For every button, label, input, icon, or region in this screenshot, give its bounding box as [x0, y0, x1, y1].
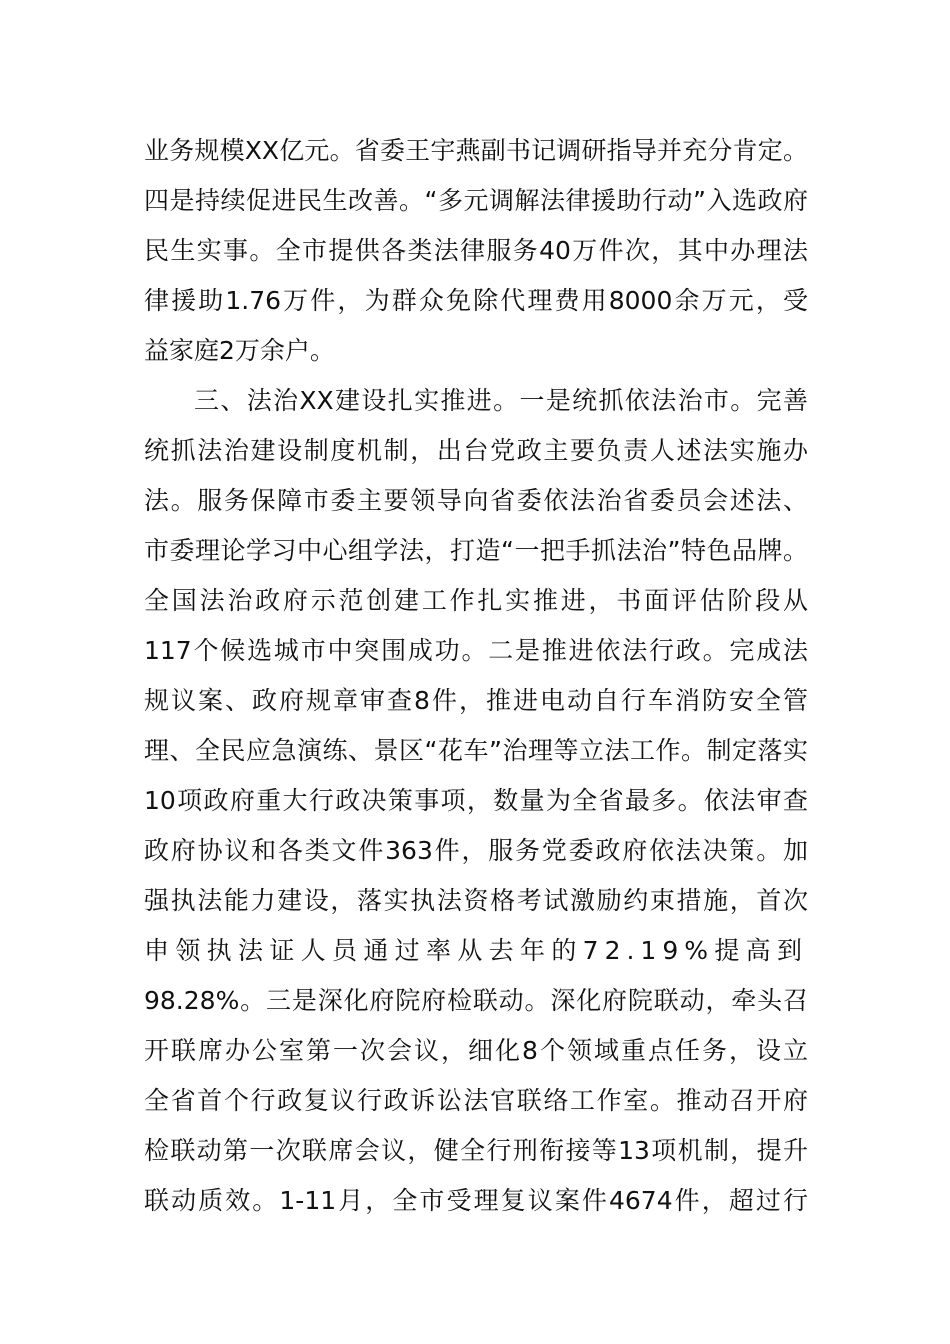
text-line: 业务规模XX亿元。省委王宇燕副书记调研指导并充分肯定。 — [144, 136, 808, 165]
text-line: 民生实事。全市提供各类法律服务40万件次，其中办理法 — [144, 236, 808, 265]
text-line: 规议案、政府规章审查8件，推进电动自行车消防安全管 — [144, 686, 808, 715]
paragraph-end-line: 益家庭2万余户。 — [144, 336, 335, 365]
text-line: 政府协议和各类文件363件，服务党委政府依法决策。加 — [144, 836, 808, 865]
text-line: 全国法治政府示范创建工作扎实推进，书面评估阶段从 — [144, 586, 808, 615]
text-line: 98.28%。三是深化府院府检联动。深化府院联动，牵头召 — [144, 986, 808, 1015]
text-line: 统抓法治建设制度机制，出台党政主要负责人述法实施办 — [144, 436, 808, 465]
text-line: 开联席办公室第一次会议，细化8个领域重点任务，设立 — [144, 1036, 808, 1065]
text-line: 法。服务保障市委主要领导向省委依法治省委员会述法、 — [144, 486, 808, 515]
text-line: 检联动第一次联席会议，健全行刑衔接等13项机制，提升 — [144, 1136, 808, 1165]
text-line: 市委理论学习中心组学法，打造“一把手抓法治”特色品牌。 — [144, 536, 808, 565]
text-line: 申领执法证人员通过率从去年的72.19%提高到 — [144, 936, 808, 965]
text-line: 律援助1.76万件，为群众免除代理费用8000余万元，受 — [144, 286, 808, 315]
text-line: 全省首个行政复议行政诉讼法官联络工作室。推动召开府 — [144, 1086, 808, 1115]
text-line: 理、全民应急演练、景区“花车”治理等立法工作。制定落实 — [144, 736, 808, 765]
text-line: 联动质效。1-11月，全市受理复议案件4674件，超过行 — [144, 1186, 808, 1215]
text-line: 四是持续促进民生改善。“多元调解法律援助行动”入选政府 — [144, 186, 808, 215]
body-text — [144, 126, 808, 1226]
text-line: 强执法能力建设，落实执法资格考试激励约束措施，首次 — [144, 886, 808, 915]
text-line: 117个候选城市中突围成功。二是推进依法行政。完成法 — [144, 636, 808, 665]
text-line: 10项政府重大行政决策事项，数量为全省最多。依法审查 — [144, 786, 808, 815]
paragraph-start-line: 三、法治XX建设扎实推进。一是统抓依法治市。完善 — [194, 386, 808, 415]
